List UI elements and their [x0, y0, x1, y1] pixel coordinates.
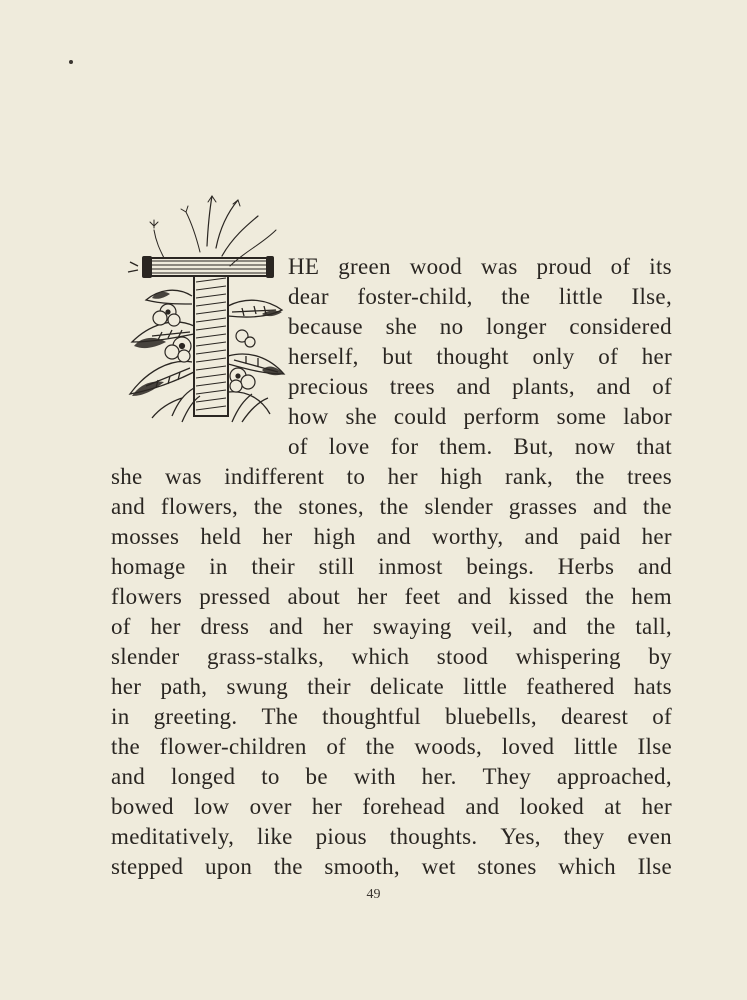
word: her: [150, 614, 181, 639]
word: and: [465, 794, 500, 819]
word: delicate: [370, 674, 444, 699]
word: worthy,: [431, 524, 504, 549]
word: greeting.: [153, 704, 238, 729]
word: woods,: [414, 734, 483, 759]
word: flower-children: [159, 734, 307, 759]
word: and: [524, 524, 559, 549]
word: of: [598, 344, 619, 369]
word: the: [379, 494, 409, 519]
word: Ilse: [637, 734, 672, 759]
text-line-16: [111, 702, 672, 732]
word: rank,: [504, 464, 554, 489]
drop-cap-t-illustration: [112, 186, 292, 430]
word: the: [586, 614, 616, 639]
text-line-11: [111, 552, 672, 582]
word: perform: [463, 404, 540, 429]
word: They: [482, 764, 532, 789]
text-line-14: [111, 642, 672, 672]
word: at: [604, 794, 622, 819]
word: indifferent: [224, 464, 325, 489]
word: and: [532, 614, 567, 639]
word: but: [382, 344, 413, 369]
word: longer: [486, 314, 547, 339]
word: swung: [226, 674, 289, 699]
word: the: [642, 494, 672, 519]
text-line-12: [111, 582, 672, 612]
word: and: [596, 374, 631, 399]
word: forehead: [362, 794, 446, 819]
word: love: [328, 434, 370, 459]
word: Yes,: [500, 824, 541, 849]
word: veil,: [471, 614, 514, 639]
word: the: [253, 494, 283, 519]
word: her: [311, 794, 343, 819]
word: tall,: [635, 614, 672, 639]
word: grasses: [508, 494, 578, 519]
word: now: [574, 434, 616, 459]
word: still: [318, 554, 355, 579]
word: mosses: [111, 524, 180, 549]
word: to: [346, 464, 366, 489]
word: her: [641, 344, 672, 369]
word: little: [558, 284, 603, 309]
text-line-19: [111, 792, 672, 822]
word: like: [257, 824, 293, 849]
word: high: [313, 524, 356, 549]
word: foster-child,: [357, 284, 473, 309]
text-line-17: [111, 732, 672, 762]
word: of: [111, 614, 131, 639]
word: which: [351, 644, 410, 669]
word: her: [357, 584, 388, 609]
word: herself,: [288, 344, 359, 369]
word: precious: [288, 374, 369, 399]
word: But,: [513, 434, 554, 459]
word: about: [287, 584, 341, 609]
word: was: [165, 464, 202, 489]
word: swaying: [372, 614, 452, 639]
word: The: [261, 704, 299, 729]
word: homage: [111, 554, 186, 579]
word: hats: [633, 674, 672, 699]
word: pious: [315, 824, 367, 849]
text-line-3: [288, 312, 672, 342]
text-line-6: [288, 402, 672, 432]
word: her: [641, 794, 672, 819]
text-line-20: [111, 822, 672, 852]
word: flowers: [111, 584, 183, 609]
word: for: [390, 434, 419, 459]
text-line-4: [288, 342, 672, 372]
word: looked: [519, 794, 585, 819]
text-line-1: [288, 252, 672, 282]
word: wood: [409, 254, 462, 279]
text-line-2: [288, 282, 672, 312]
word: longed: [170, 764, 236, 789]
word: thoughts.: [389, 824, 478, 849]
word: whispering: [515, 644, 621, 669]
word: dear: [288, 284, 329, 309]
word: her: [387, 464, 418, 489]
word: the: [365, 734, 395, 759]
word: them.: [439, 434, 493, 459]
word: of: [326, 734, 347, 759]
word: slender: [111, 644, 180, 669]
word: their: [251, 554, 295, 579]
word: Herbs: [557, 554, 615, 579]
text-line-8: [111, 462, 672, 492]
word: high: [440, 464, 483, 489]
word: paid: [579, 524, 621, 549]
text-line-15: [111, 672, 672, 702]
word: HE: [288, 254, 320, 279]
word: and: [593, 494, 628, 519]
word: stood: [436, 644, 489, 669]
word: Ilse,: [631, 284, 672, 309]
word: dress: [200, 614, 250, 639]
word: they: [563, 824, 605, 849]
word: of: [610, 254, 631, 279]
word: stepped: [111, 854, 184, 879]
word: little: [573, 734, 618, 759]
word: considered: [569, 314, 672, 339]
word: of: [652, 704, 672, 729]
text-line-10: [111, 522, 672, 552]
word: trees: [389, 374, 435, 399]
word: be: [305, 764, 328, 789]
word: only: [532, 344, 575, 369]
word: her: [641, 524, 672, 549]
word: approached,: [556, 764, 672, 789]
word: she: [385, 314, 418, 339]
word: plants,: [512, 374, 575, 399]
word: in: [111, 704, 130, 729]
word: loved: [501, 734, 555, 759]
word: she: [345, 404, 377, 429]
word: their: [307, 674, 351, 699]
word: in: [209, 554, 228, 579]
word: and: [111, 764, 146, 789]
word: by: [648, 644, 672, 669]
word: could: [393, 404, 447, 429]
word: with: [353, 764, 396, 789]
word: slender: [424, 494, 493, 519]
text-line-13: [111, 612, 672, 642]
word: green: [338, 254, 391, 279]
word: kissed: [508, 584, 569, 609]
word: and: [376, 524, 411, 549]
word: and: [268, 614, 304, 639]
word: thought: [436, 344, 509, 369]
word: pressed: [199, 584, 271, 609]
word: trees: [627, 464, 672, 489]
word: to: [261, 764, 280, 789]
word: thoughtful: [322, 704, 422, 729]
word: little: [463, 674, 508, 699]
word: Ilse: [637, 854, 672, 879]
word: the: [501, 284, 531, 309]
word: labor: [623, 404, 672, 429]
word: feet: [404, 584, 441, 609]
text-line-18: [111, 762, 672, 792]
word: her: [111, 674, 142, 699]
word: and: [456, 374, 491, 399]
word: flowers,: [160, 494, 239, 519]
word: the: [111, 734, 140, 759]
word: proud: [536, 254, 592, 279]
word: stones: [477, 854, 537, 879]
word: bowed: [111, 794, 174, 819]
page-number: 49: [366, 887, 381, 902]
text-line-21: [111, 852, 672, 882]
word: bluebells,: [445, 704, 537, 729]
word: the: [575, 464, 605, 489]
word: path,: [160, 674, 208, 699]
word: no: [439, 314, 464, 339]
word: was: [480, 254, 518, 279]
text-line-9: [111, 492, 672, 522]
word: the: [585, 584, 615, 609]
word: her: [322, 614, 354, 639]
word: her: [262, 524, 293, 549]
word: stones,: [298, 494, 364, 519]
ink-speck: [69, 60, 73, 64]
word: how: [288, 404, 329, 429]
word: low: [194, 794, 230, 819]
word: because: [288, 314, 363, 339]
word: of: [288, 434, 308, 459]
word: the: [273, 854, 303, 879]
word: smooth,: [324, 854, 400, 879]
text-line-5: [288, 372, 672, 402]
word: held: [200, 524, 242, 549]
text-line-7: [288, 432, 672, 462]
word: and: [457, 584, 492, 609]
word: which: [558, 854, 616, 879]
word: of: [652, 374, 672, 399]
word: and: [637, 554, 672, 579]
word: she: [111, 464, 143, 489]
word: some: [556, 404, 607, 429]
word: grass-stalks,: [207, 644, 325, 669]
word: its: [649, 254, 672, 279]
word: that: [636, 434, 672, 459]
word: even: [627, 824, 672, 849]
word: wet: [421, 854, 456, 879]
word: meditatively,: [111, 824, 235, 849]
word: her.: [421, 764, 457, 789]
word: dearest: [560, 704, 629, 729]
word: over: [249, 794, 292, 819]
word: and: [111, 494, 146, 519]
word: beings.: [466, 554, 535, 579]
word: hem: [631, 584, 672, 609]
word: inmost: [378, 554, 443, 579]
word: feathered: [526, 674, 615, 699]
word: upon: [204, 854, 253, 879]
